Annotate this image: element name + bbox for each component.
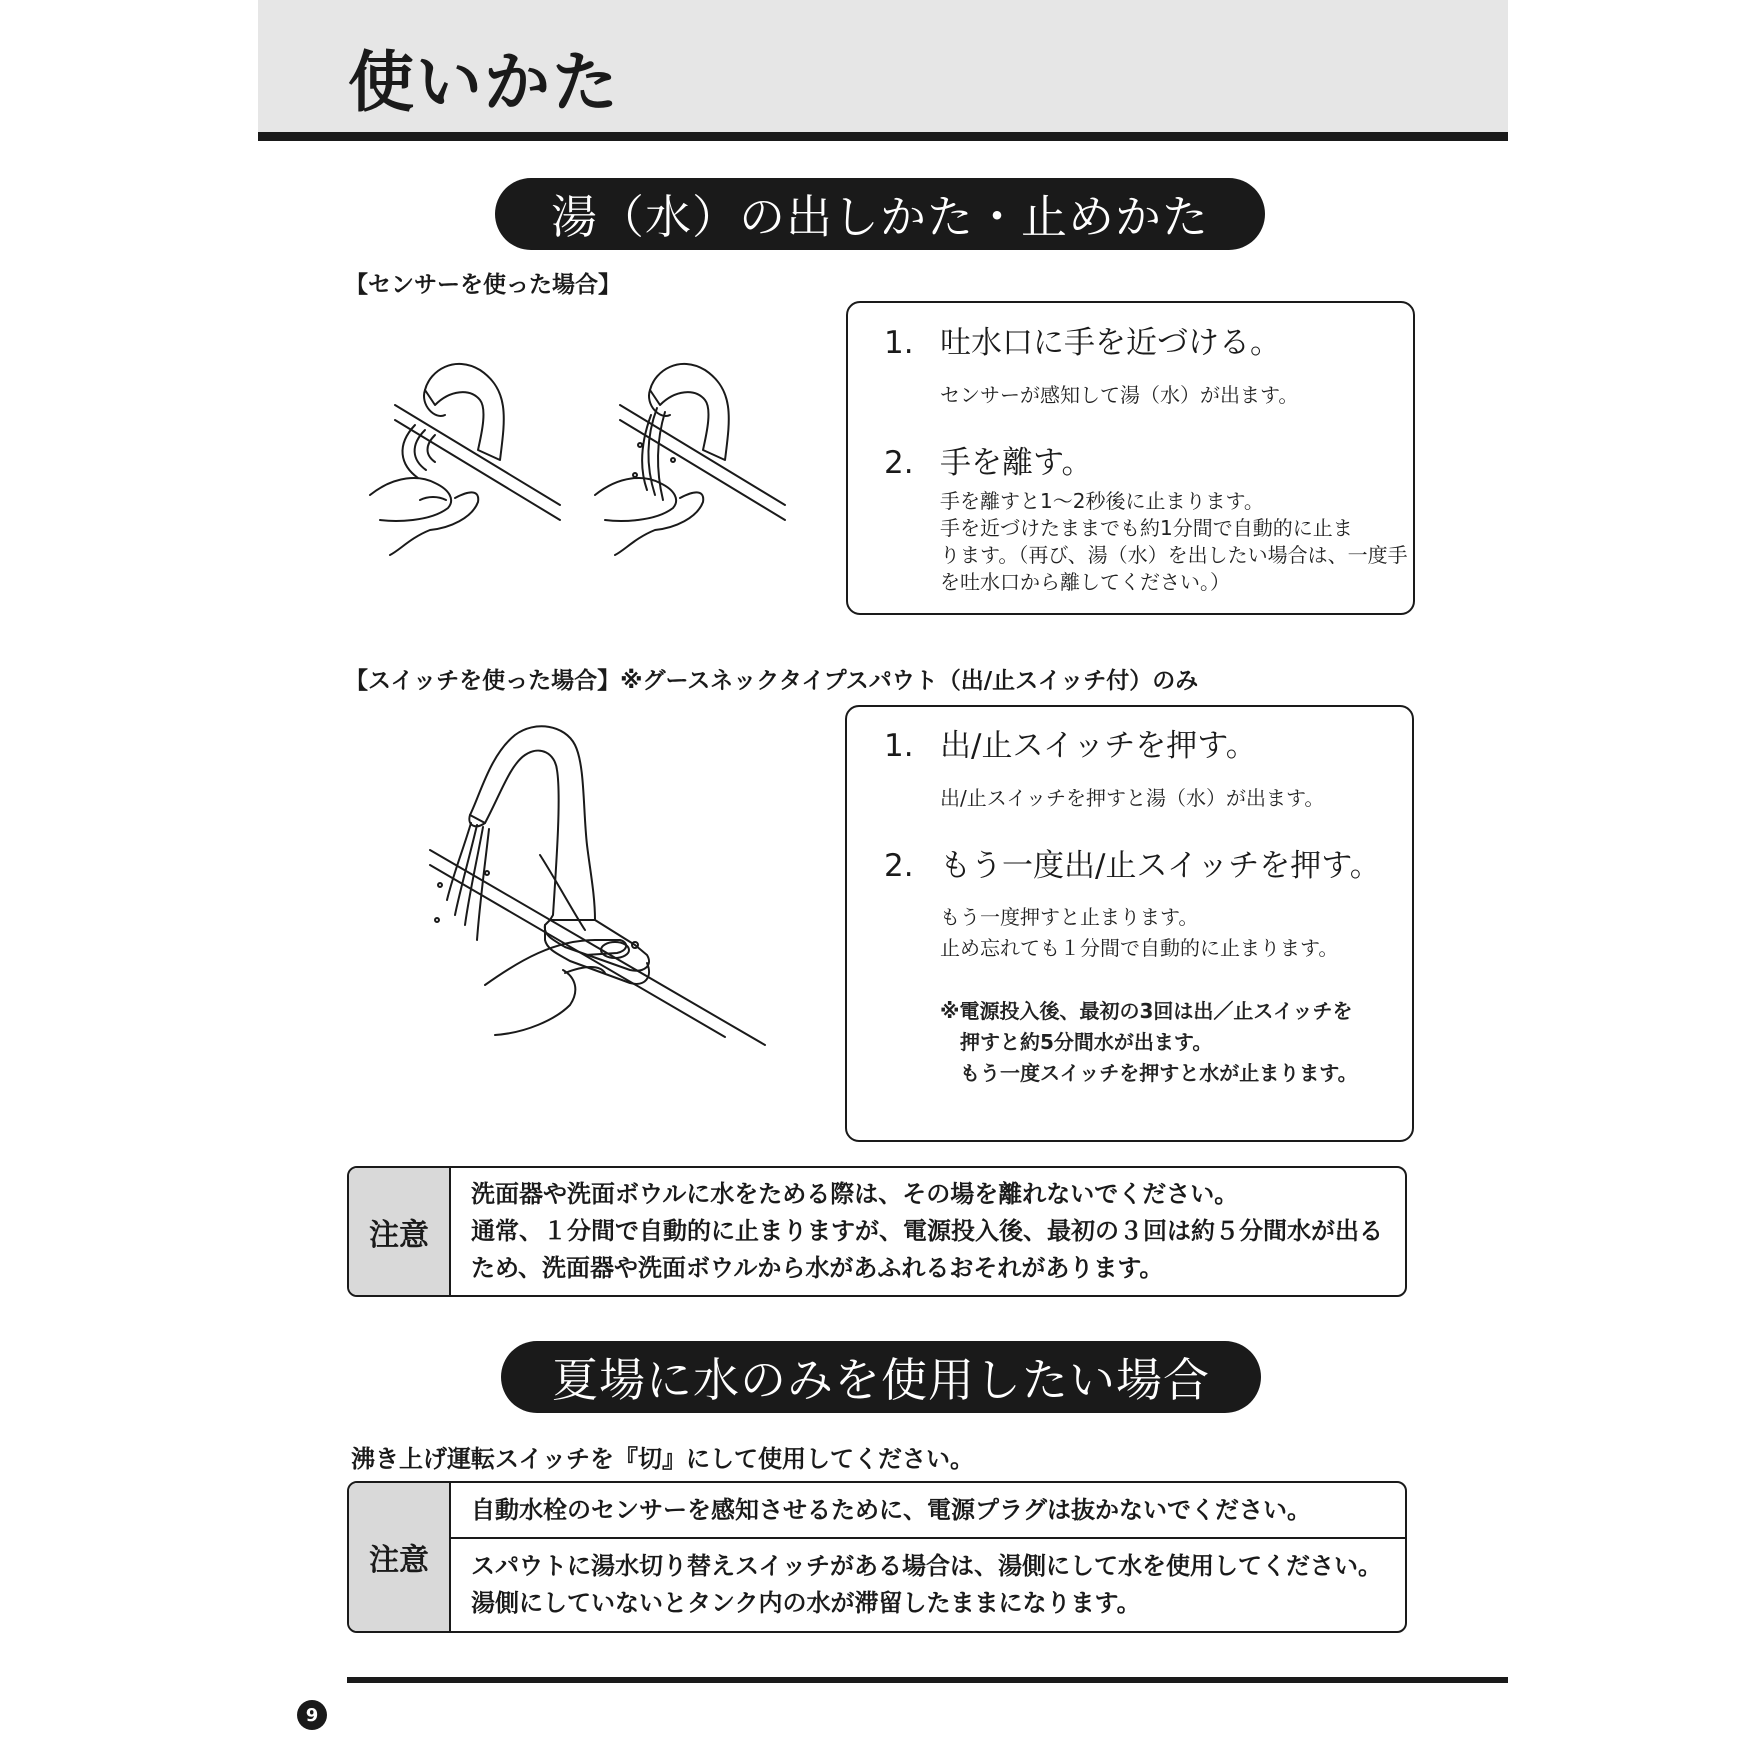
section-heading-summer-water: 夏場に水のみを使用したい場合: [501, 1341, 1261, 1413]
step-number: 2.: [884, 445, 914, 481]
caution-row: [451, 1168, 1405, 1295]
header-rule: [258, 132, 1508, 141]
caution-line-3: ため、洗面器や洗面ボウルから水があふれるおそれがあります。: [471, 1254, 1164, 1282]
sensor-faucet-hand-near-illustration: [360, 350, 600, 560]
caution-row-1-line-1: 自動水栓のセンサーを感知させるために、電源プラグは抜かないでください。: [471, 1495, 1311, 1524]
sensor-step-1-title: [884, 325, 1281, 361]
switch-case-label: 【スイッチを使った場合】※グースネックタイプスパウト（出/止スイッチ付）のみ: [345, 668, 1199, 694]
caution-label: 注意: [349, 1168, 451, 1295]
step-number: 1.: [884, 325, 914, 361]
switch-step-2-body-line-1: もう一度押すと止まります。: [940, 905, 1199, 929]
caution-table-1: [347, 1166, 1407, 1297]
sensor-case-label: 【センサーを使った場合】: [345, 272, 621, 298]
step-number: 2.: [884, 848, 914, 884]
caution-line-1: 洗面器や洗面ボウルに水をためる際は、その場を離れないでください。: [471, 1180, 1239, 1208]
caution-row-2-line-2: 湯側にしていないとタンク内の水が滞留したままになります。: [471, 1589, 1141, 1617]
sensor-step-1-body: センサーが感知して湯（水）が出ます。: [940, 383, 1299, 407]
sensor-step-2-body-line-3: ります。（再び、湯（水）を出したい場合は、一度手: [940, 543, 1408, 567]
switch-step-1-title: [884, 728, 1257, 764]
switch-note-line-3: もう一度スイッチを押すと水が止まります。: [960, 1061, 1358, 1085]
gooseneck-faucet-switch-illustration: [425, 715, 765, 1060]
page-title: 使いかた: [348, 44, 620, 121]
switch-step-2-title: [884, 848, 1381, 884]
caution-row-2-line-1: スパウトに湯水切り替えスイッチがある場合は、湯側にして水を使用してください。: [471, 1552, 1383, 1580]
caution-label: 注意: [349, 1483, 451, 1631]
sensor-faucet-water-flowing-illustration: [585, 350, 805, 560]
caution-line-2: 通常、１分間で自動的に止まりますが、電源投入後、最初の３回は約５分間水が出る: [471, 1217, 1383, 1245]
sensor-step-2-body-line-2: 手を近づけたままでも約1分間で自動的に止ま: [940, 516, 1353, 540]
footer-rule: [347, 1677, 1508, 1683]
caution-body: [451, 1483, 1405, 1631]
switch-note-line-1: ※電源投入後、最初の3回は出／止スイッチを: [940, 999, 1353, 1023]
caution-row: [451, 1483, 1405, 1537]
caution-table-2: [347, 1481, 1407, 1633]
switch-note-line-2: 押すと約5分間水が出ます。: [960, 1030, 1213, 1054]
sensor-step-2-body-line-4: を吐水口から離してください。）: [940, 570, 1230, 594]
step-title-text: 出/止スイッチを押す。: [940, 728, 1257, 764]
caution-body: [451, 1168, 1405, 1295]
switch-step-1-body: 出/止スイッチを押すと湯（水）が出ます。: [940, 786, 1325, 810]
summer-description: 沸き上げ運転スイッチを『切』にして使用してください。: [351, 1445, 975, 1473]
sensor-step-2-body-line-1: 手を離すと1～2秒後に止まります。: [940, 489, 1264, 513]
sensor-step-2-title: [884, 445, 1093, 481]
caution-row: [451, 1537, 1405, 1631]
section-heading-hot-water: 湯（水）の出しかた・止めかた: [495, 178, 1265, 250]
step-title-text: 吐水口に手を近づける。: [940, 325, 1281, 361]
switch-step-2-body-line-2: 止め忘れても１分間で自動的に止まります。: [940, 936, 1339, 960]
step-title-text: もう一度出/止スイッチを押す。: [940, 848, 1381, 884]
step-title-text: 手を離す。: [940, 445, 1093, 481]
page-number: 9: [297, 1700, 327, 1730]
step-number: 1.: [884, 728, 914, 764]
